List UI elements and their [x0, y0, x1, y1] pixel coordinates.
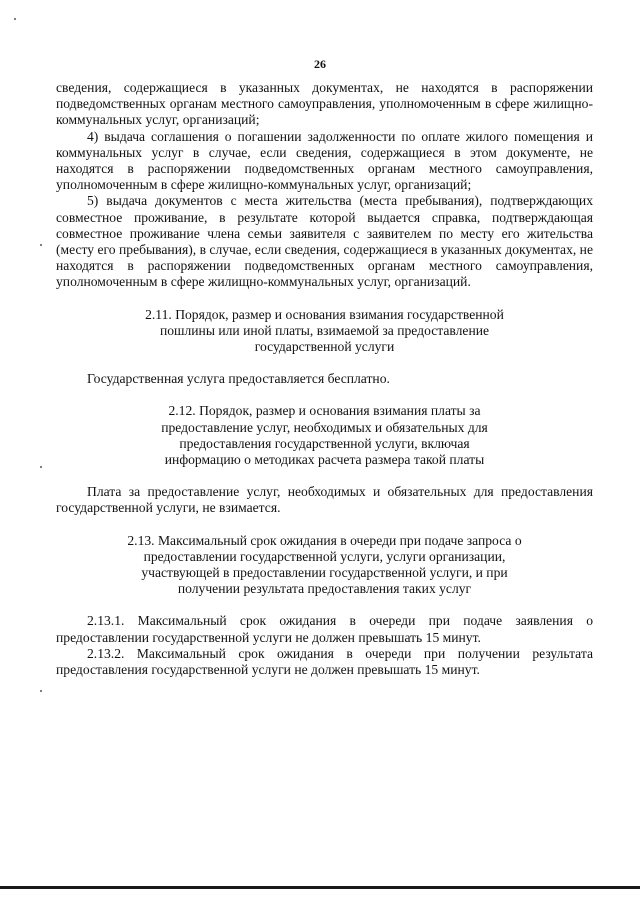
paragraph-item-4: 4) выдача соглашения о погашении задолженности по оплате жилого помещения и коммунальных услуг в случае, если сведения, содержащиеся в этом документе, не находятся в распоряжении подведомственных органам местного самоуправления, уполномоченным в сфере жилищно-коммунальных услуг, организаций;	[56, 128, 593, 193]
paragraph-continuation: сведения, содержащиеся в указанных документах, не находятся в распоряжении подведомственных органам местного самоуправления, уполномоченным в сфере жилищно-коммунальных услуг, организаций;	[56, 80, 593, 128]
spacer	[56, 387, 593, 403]
page-number: 26	[314, 57, 326, 71]
section-heading-2-13: 2.13. Максимальный срок ожидания в очереди при подаче запроса о предоставлении государственной услуги, услуги организации, участвующей в предоставлении государственной услуги, и при получении результата предоставления таких услуг	[127, 532, 522, 597]
scan-speck	[40, 466, 42, 468]
spacer	[56, 517, 593, 533]
section-item-2-13-1: 2.13.1. Максимальный срок ожидания в очереди при подаче заявления о предоставлении государственной услуги не должен превышать 15 минут.	[56, 613, 593, 645]
scan-speck	[14, 18, 16, 20]
scan-speck	[40, 244, 42, 246]
spacer	[56, 291, 593, 307]
section-text-2-11: Государственная услуга предоставляется бесплатно.	[87, 371, 390, 387]
spacer	[56, 597, 593, 613]
scan-speck	[40, 690, 42, 692]
section-heading-2-11: 2.11. Порядок, размер и основания взимания государственной пошлины или иной платы, взимаемой за предоставление государственной услуги	[145, 306, 504, 355]
section-item-2-13-2: 2.13.2. Максимальный срок ожидания в очереди при получении результата предоставления государственной услуги не должен превышать 15 минут.	[56, 645, 593, 678]
section-heading-2-12: 2.12. Порядок, размер и основания взимания платы за предоставление услуг, необходимых и обязательных для предоставления государственной услуги, включая информацию о методиках расчета размера такой платы	[161, 403, 488, 468]
spacer	[56, 468, 593, 484]
section-text-2-12: Плата за предоставление услуг, необходимых и обязательных для предоставления государственной услуги, не взимается.	[56, 484, 593, 516]
spacer	[56, 355, 593, 371]
page-bottom-edge	[0, 886, 640, 889]
document-body	[56, 80, 593, 678]
paragraph-item-5: 5) выдача документов с места жительства (места пребывания), подтверждающих совместное проживание, в результате которой выдается справка, подтверждающая совместное проживание члена семьи заявителя с заявителем по месту его жительства (месту его пребывания), в случае, если сведения, содержащиеся в указанных документах, не находятся в распоряжении подведомственных органам местного самоуправления, уполномоченным в сфере жилищно-коммунальных услуг, организаций.	[56, 193, 593, 290]
